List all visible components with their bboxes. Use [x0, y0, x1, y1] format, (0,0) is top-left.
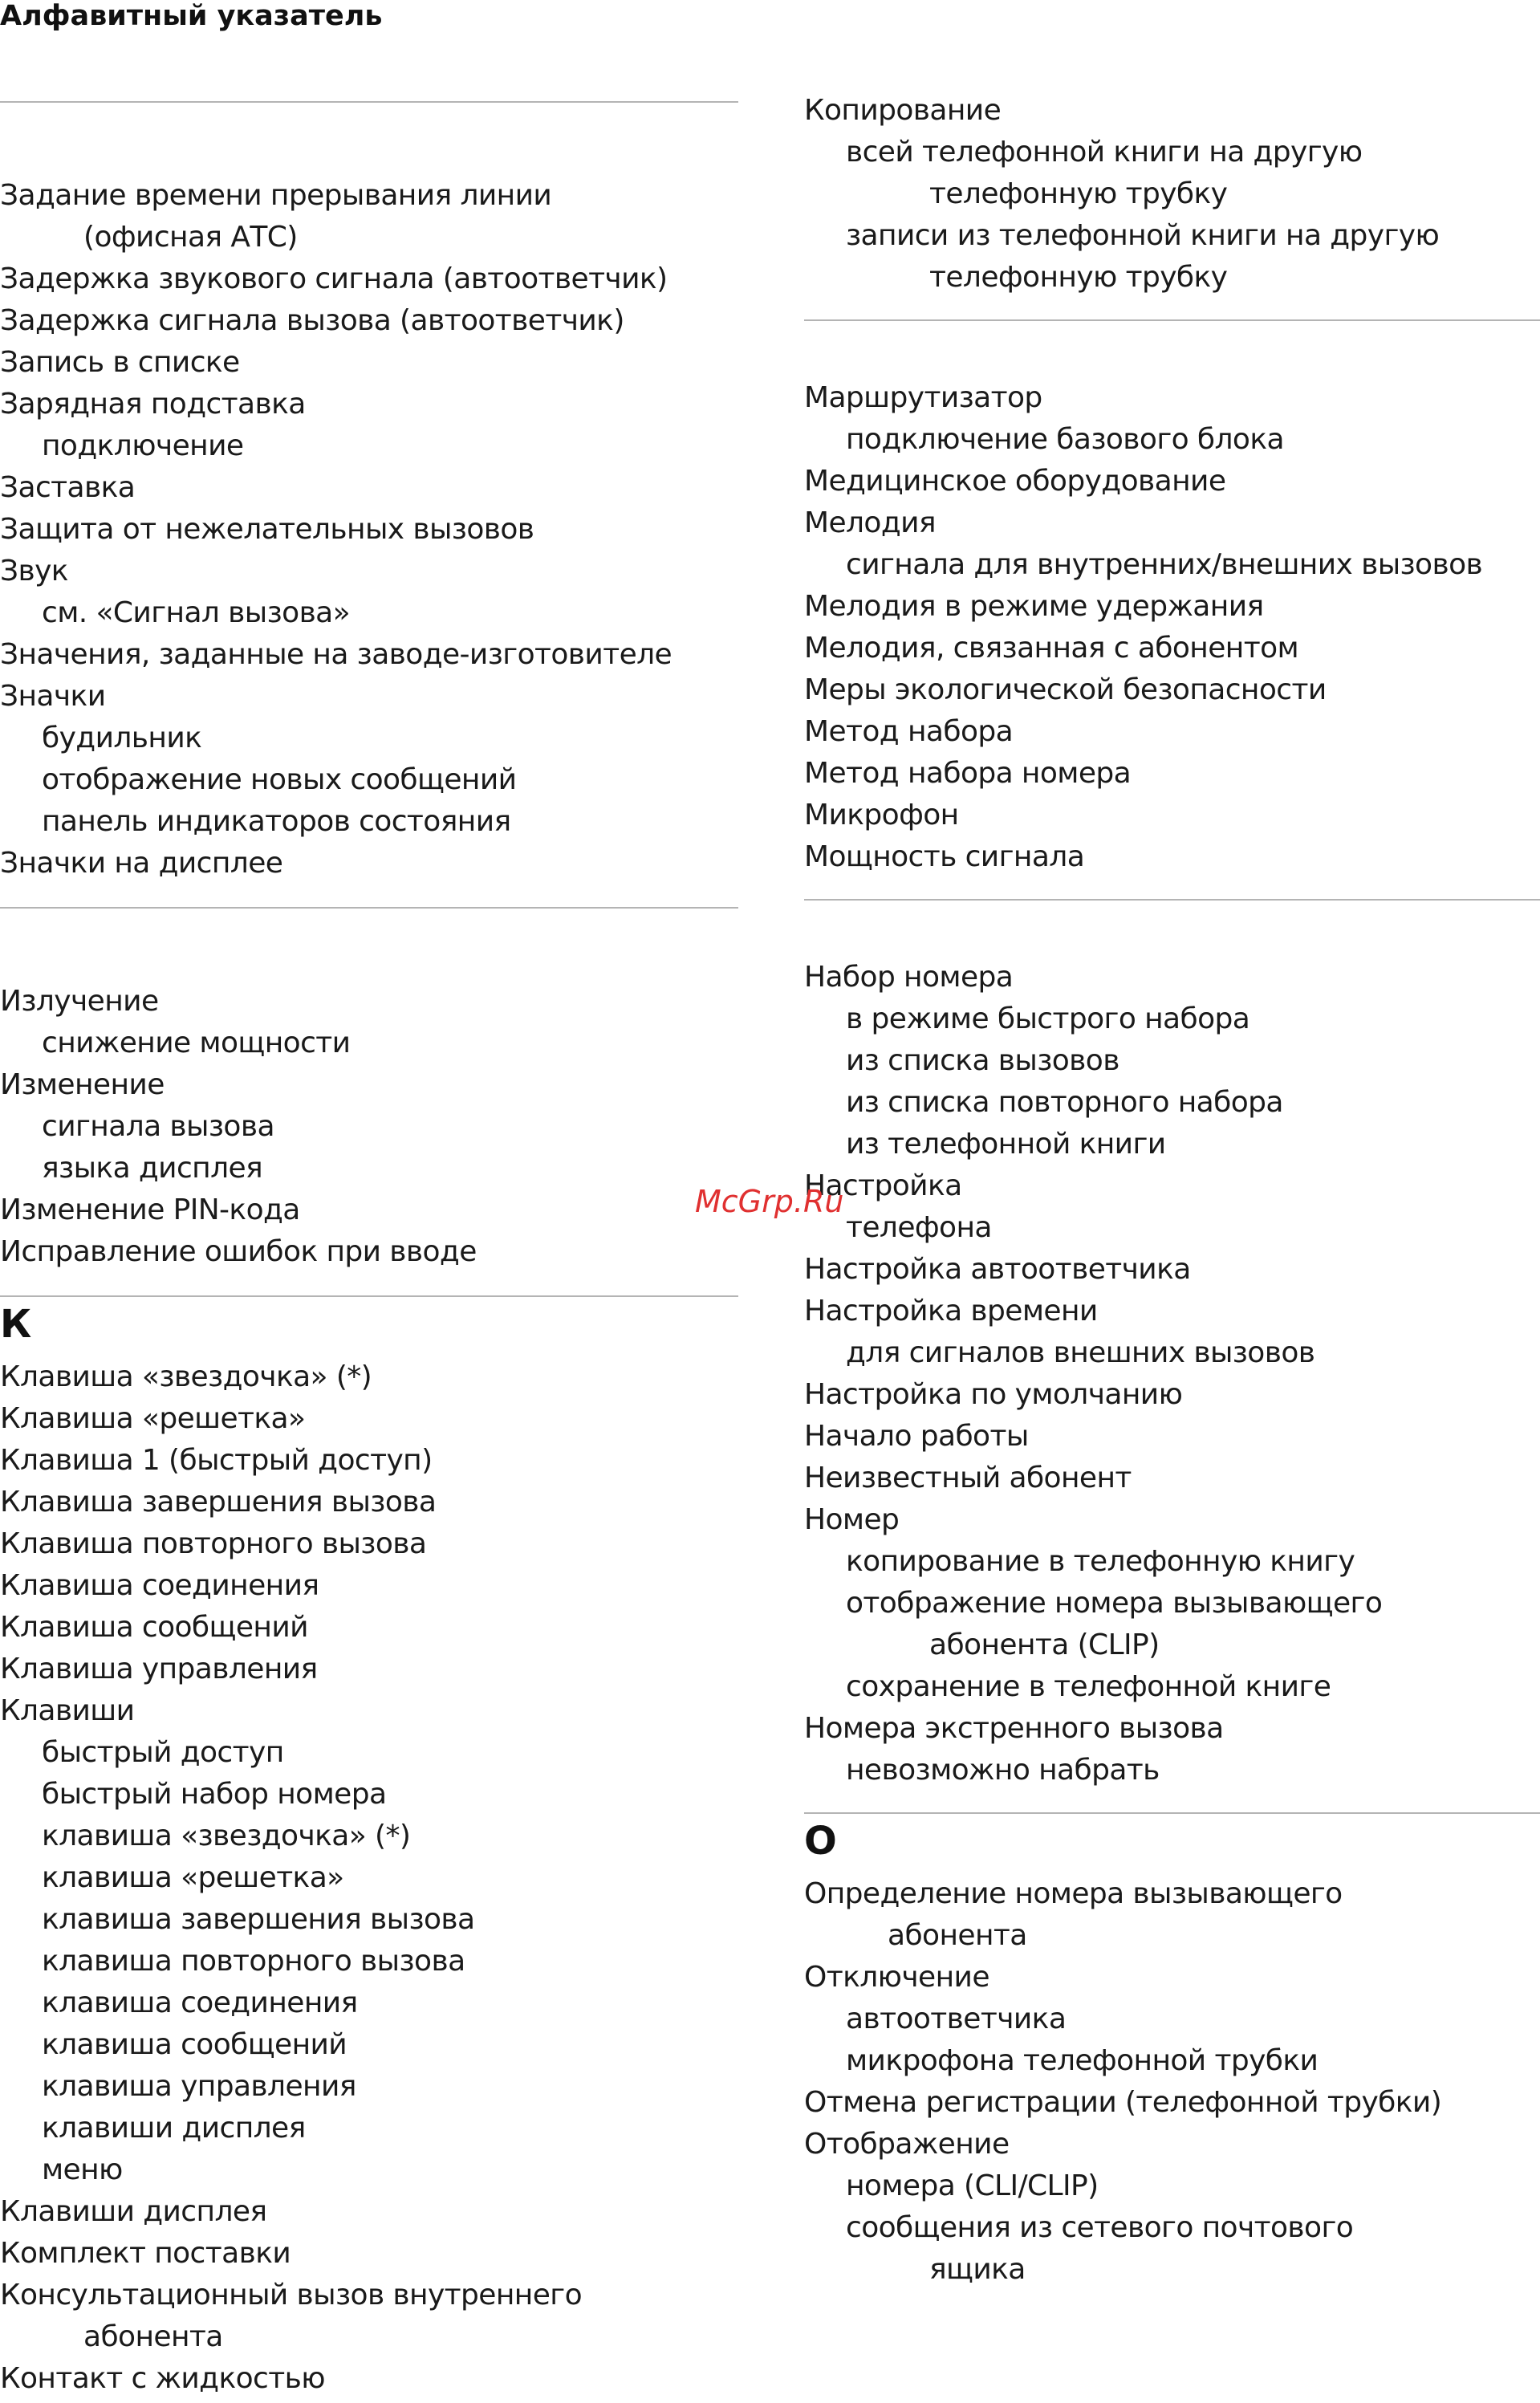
index-subentry: клавиша повторного вызова: [42, 1945, 465, 1978]
index-subentry: будильник: [42, 722, 202, 754]
index-subentry: копирование в телефонную книгу: [846, 1545, 1355, 1578]
index-entry: Набор номера: [804, 961, 1014, 994]
index-subentry: из списка повторного набора: [846, 1086, 1283, 1119]
index-subentry: отображение номера вызывающего: [846, 1587, 1383, 1620]
watermark: McGrp.Ru: [695, 1184, 844, 1219]
index-entry: Отмена регистрации (телефонной трубки): [804, 2086, 1442, 2119]
index-subentry: клавиша «решетка»: [42, 1861, 344, 1894]
index-entry: Номер: [804, 1503, 900, 1536]
index-entry: Меры экологической безопасности: [804, 673, 1327, 706]
index-entry: Настройка времени: [804, 1295, 1098, 1328]
index-subentry: (офисная АТС): [83, 221, 298, 254]
index-subentry: языка дисплея: [42, 1152, 263, 1185]
index-entry: Клавиша сообщений: [0, 1611, 308, 1644]
section-letter: К: [0, 1302, 32, 1347]
index-subentry: клавиша сообщений: [42, 2028, 347, 2061]
index-entry: Копирование: [804, 94, 1002, 127]
section-divider: [0, 907, 738, 909]
index-entry: Звук: [0, 555, 68, 588]
index-subentry: панель индикаторов состояния: [42, 805, 511, 838]
index-subentry: абонента: [83, 2320, 223, 2353]
index-entry: Начало работы: [804, 1420, 1029, 1453]
index-entry: Изменение: [0, 1068, 165, 1101]
index-subentry: абонента (CLIP): [929, 1628, 1160, 1661]
index-entry: Комплект поставки: [0, 2237, 291, 2270]
index-subentry: клавиши дисплея: [42, 2112, 306, 2145]
index-subentry: см. «Сигнал вызова»: [42, 596, 351, 629]
index-entry: Клавиша управления: [0, 1653, 318, 1685]
index-subentry: сигнала для внутренних/внешних вызовов: [846, 548, 1483, 581]
index-entry: Изменение PIN-кода: [0, 1193, 300, 1226]
index-entry: Определение номера вызывающего: [804, 1877, 1343, 1910]
index-subentry: клавиша завершения вызова: [42, 1903, 475, 1936]
index-entry: Отображение: [804, 2128, 1010, 2161]
section-letter: О: [804, 1819, 837, 1864]
index-entry: Клавиша соединения: [0, 1569, 319, 1602]
index-entry: Задержка сигнала вызова (автоответчик): [0, 304, 624, 337]
index-entry: Зарядная подставка: [0, 388, 306, 421]
index-entry: Метод набора номера: [804, 757, 1132, 790]
index-entry: Мелодия: [804, 506, 936, 539]
index-subentry: микрофона телефонной трубки: [846, 2044, 1319, 2077]
page-title: Алфавитный указатель: [0, 0, 383, 32]
index-entry: Излучение: [0, 985, 159, 1018]
index-entry: Неизвестный абонент: [804, 1462, 1132, 1494]
index-entry: Микрофон: [804, 799, 959, 831]
index-subentry: отображение новых сообщений: [42, 763, 517, 796]
index-entry: Настройка автоответчика: [804, 1253, 1191, 1286]
index-subentry: из телефонной книги: [846, 1128, 1166, 1161]
index-subentry: сохранение в телефонной книге: [846, 1670, 1331, 1703]
index-entry: Клавиша повторного вызова: [0, 1527, 427, 1560]
index-entry: Консультационный вызов внутреннего: [0, 2279, 583, 2312]
index-subentry: невозможно набрать: [846, 1754, 1160, 1787]
index-subentry: номера (CLI/CLIP): [846, 2169, 1099, 2202]
index-subentry: меню: [42, 2153, 123, 2186]
index-entry: Задание времени прерывания линии: [0, 179, 552, 212]
index-entry: Клавиша «звездочка» (*): [0, 1360, 372, 1393]
index-entry: Отключение: [804, 1961, 989, 1994]
index-entry: Маршрутизатор: [804, 381, 1042, 414]
index-entry: Исправление ошибок при вводе: [0, 1235, 477, 1268]
section-divider: [804, 319, 1540, 321]
index-entry: Номера экстренного вызова: [804, 1712, 1224, 1745]
index-subentry: клавиша соединения: [42, 1986, 358, 2019]
index-entry: Метод набора: [804, 715, 1014, 748]
index-subentry: всей телефонной книги на другую: [846, 136, 1363, 169]
index-entry: Заставка: [0, 471, 136, 504]
index-entry: Клавиша «решетка»: [0, 1402, 306, 1435]
index-subentry: снижение мощности: [42, 1027, 351, 1059]
index-entry: Мощность сигнала: [804, 840, 1085, 873]
index-subentry: ящика: [929, 2253, 1026, 2286]
index-subentry: сообщения из сетевого почтового: [846, 2211, 1354, 2244]
index-entry: Клавиши: [0, 1694, 135, 1727]
section-divider: [0, 101, 738, 103]
index-entry: Значки: [0, 680, 106, 713]
section-divider: [0, 1295, 738, 1297]
index-entry: Медицинское оборудование: [804, 465, 1226, 498]
index-entry: Клавиша 1 (быстрый доступ): [0, 1444, 433, 1477]
index-subentry: клавиша «звездочка» (*): [42, 1820, 411, 1852]
index-entry: Значения, заданные на заводе-изготовителе: [0, 638, 672, 671]
index-entry: Мелодия, связанная с абонентом: [804, 632, 1299, 665]
index-subentry: телефона: [846, 1211, 992, 1244]
index-entry: Запись в списке: [0, 346, 240, 379]
section-divider: [804, 1812, 1540, 1814]
index-subentry: автоответчика: [846, 2002, 1067, 2035]
index-entry: Клавиша завершения вызова: [0, 1486, 437, 1519]
index-subentry: записи из телефонной книги на другую: [846, 219, 1440, 252]
index-subentry: телефонную трубку: [929, 261, 1228, 294]
index-entry: Мелодия в режиме удержания: [804, 590, 1264, 623]
index-subentry: сигнала вызова: [42, 1110, 274, 1143]
index-entry: Клавиши дисплея: [0, 2195, 267, 2228]
index-subentry: подключение базового блока: [846, 423, 1284, 456]
index-entry: Настройка по умолчанию: [804, 1378, 1183, 1411]
index-entry: Задержка звукового сигнала (автоответчик): [0, 262, 668, 295]
index-entry: Контакт с жидкостью: [0, 2362, 325, 2395]
index-subentry: клавиша управления: [42, 2070, 356, 2103]
index-subentry: быстрый набор номера: [42, 1778, 387, 1811]
index-subentry: быстрый доступ: [42, 1736, 284, 1769]
index-subentry: в режиме быстрого набора: [846, 1002, 1250, 1035]
index-subentry: из списка вызовов: [846, 1044, 1119, 1077]
index-subentry: подключение: [42, 429, 244, 462]
index-entry: Значки на дисплее: [0, 847, 283, 880]
index-subentry: для сигналов внешних вызовов: [846, 1336, 1315, 1369]
index-subentry: абонента: [888, 1919, 1027, 1952]
index-entry: Настройка: [804, 1169, 962, 1202]
index-subentry: телефонную трубку: [929, 177, 1228, 210]
section-divider: [804, 899, 1540, 901]
index-entry: Защита от нежелательных вызовов: [0, 513, 534, 546]
